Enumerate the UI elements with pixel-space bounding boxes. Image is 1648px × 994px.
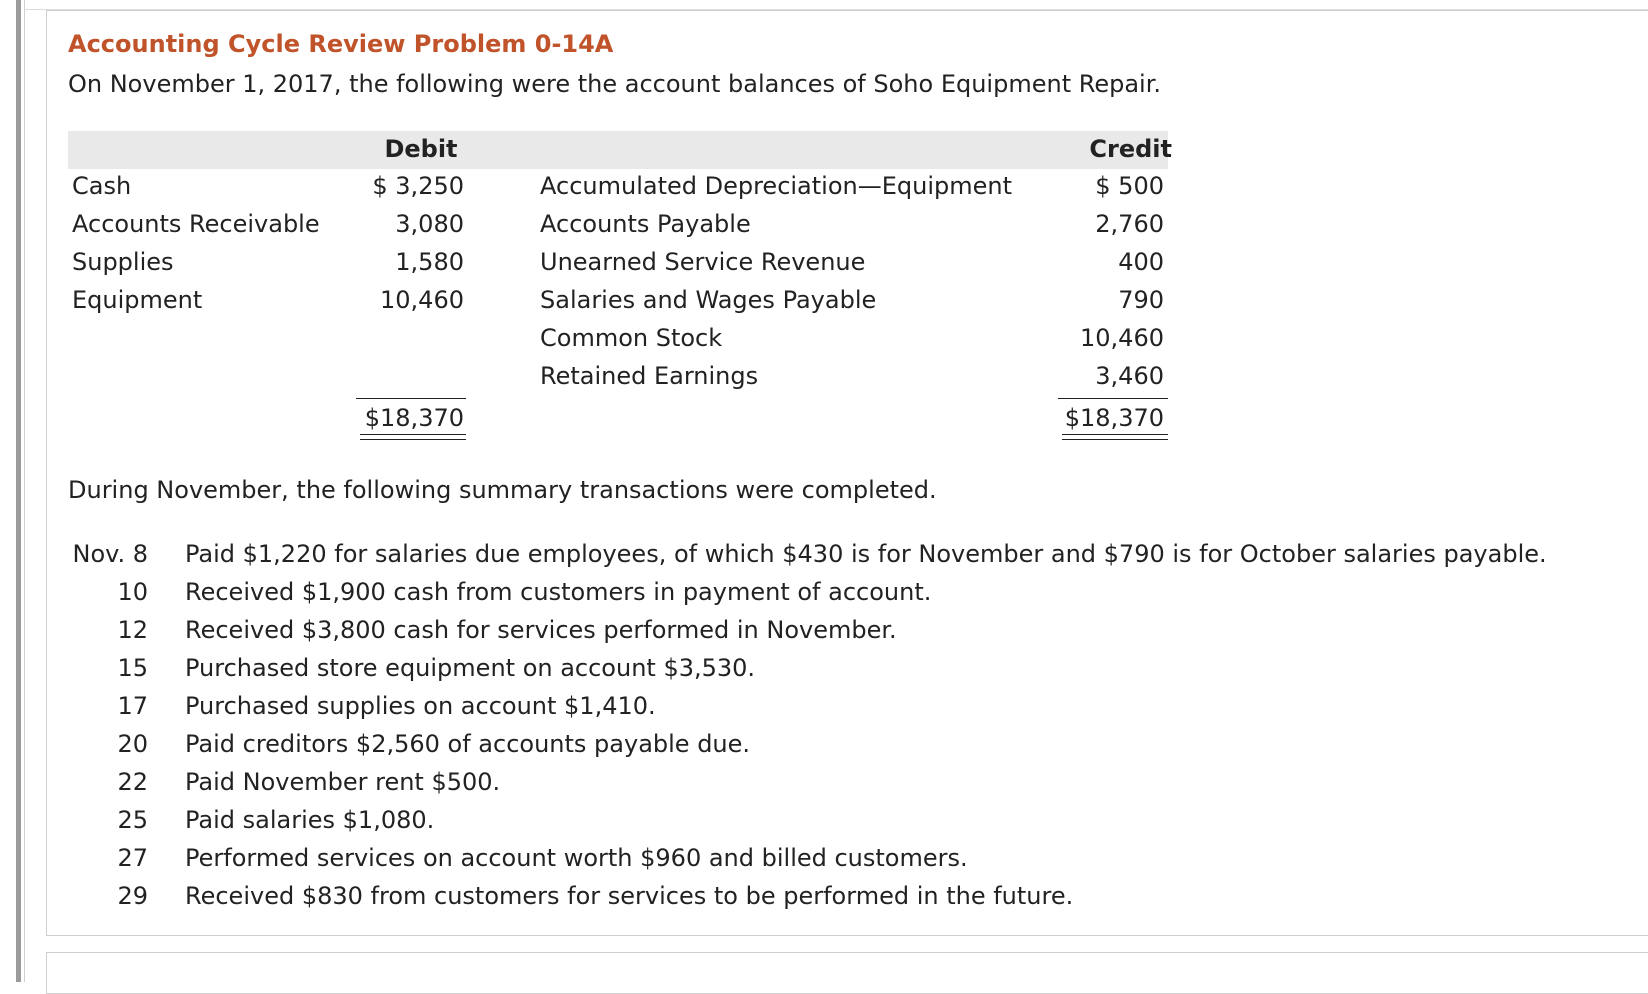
transaction-date: 17 <box>117 692 148 720</box>
credit-account: Salaries and Wages Payable <box>540 286 877 314</box>
debit-amount: $ 3,250 <box>372 172 464 200</box>
credit-amount: 790 <box>1118 286 1164 314</box>
debit-account: Cash <box>72 172 132 200</box>
left-border-line <box>24 0 25 982</box>
transaction-text: Paid salaries $1,080. <box>185 806 435 834</box>
credit-account: Accumulated Depreciation—Equipment <box>540 172 1013 200</box>
debit-account: Equipment <box>72 286 203 314</box>
transaction-date: 10 <box>117 578 148 606</box>
transactions-intro: During November, the following summary transactions were completed. <box>68 476 937 504</box>
credit-account: Retained Earnings <box>540 362 759 390</box>
credit-amount: $ 500 <box>1095 172 1164 200</box>
problem-title: Accounting Cycle Review Problem 0-14A <box>68 30 614 58</box>
transaction-text: Paid creditors $2,560 of accounts payable due. <box>185 730 751 758</box>
debit-amount: 3,080 <box>395 210 464 238</box>
transaction-date: 27 <box>117 844 148 872</box>
transaction-date: 29 <box>117 882 148 910</box>
transaction-text: Received $1,900 cash from customers in payment of account. <box>185 578 932 606</box>
credit-account: Common Stock <box>540 324 723 352</box>
debit-total-double-rule <box>360 434 466 440</box>
trial-balance-header <box>68 131 1168 169</box>
credit-amount: 2,760 <box>1095 210 1164 238</box>
credit-account: Accounts Payable <box>540 210 751 238</box>
next-panel <box>46 952 1648 994</box>
credit-total-double-rule <box>1062 434 1168 440</box>
credit-amount: 3,460 <box>1095 362 1164 390</box>
transaction-date: Nov. 8 <box>72 540 148 568</box>
transaction-date: 15 <box>117 654 148 682</box>
transaction-date: 20 <box>117 730 148 758</box>
debit-total: $18,370 <box>364 404 464 432</box>
debit-total-rule <box>356 398 466 399</box>
credit-amount: 400 <box>1118 248 1164 276</box>
credit-account: Unearned Service Revenue <box>540 248 866 276</box>
transaction-date: 12 <box>117 616 148 644</box>
transaction-date: 25 <box>117 806 148 834</box>
transaction-text: Paid $1,220 for salaries due employees, of which $430 is for November and $790 is for October salaries payable. <box>185 540 1547 568</box>
transaction-text: Received $830 from customers for services to be performed in the future. <box>185 882 1074 910</box>
debit-amount: 1,580 <box>395 248 464 276</box>
problem-intro: On November 1, 2017, the following were the account balances of Soho Equipment Repair. <box>68 70 1161 98</box>
transaction-text: Purchased store equipment on account $3,530. <box>185 654 756 682</box>
transaction-text: Performed services on account worth $960 and billed customers. <box>185 844 968 872</box>
debit-header: Debit <box>384 135 458 163</box>
debit-account: Accounts Receivable <box>72 210 320 238</box>
left-scroll-bar <box>16 0 21 982</box>
transaction-text: Purchased supplies on account $1,410. <box>185 692 656 720</box>
debit-account: Supplies <box>72 248 174 276</box>
transaction-text: Received $3,800 cash for services performed in November. <box>185 616 897 644</box>
credit-header: Credit <box>1089 135 1172 163</box>
transaction-text: Paid November rent $500. <box>185 768 501 796</box>
credit-amount: 10,460 <box>1080 324 1164 352</box>
credit-total-rule <box>1058 398 1168 399</box>
debit-amount: 10,460 <box>380 286 464 314</box>
credit-total: $18,370 <box>1064 404 1164 432</box>
transaction-date: 22 <box>117 768 148 796</box>
